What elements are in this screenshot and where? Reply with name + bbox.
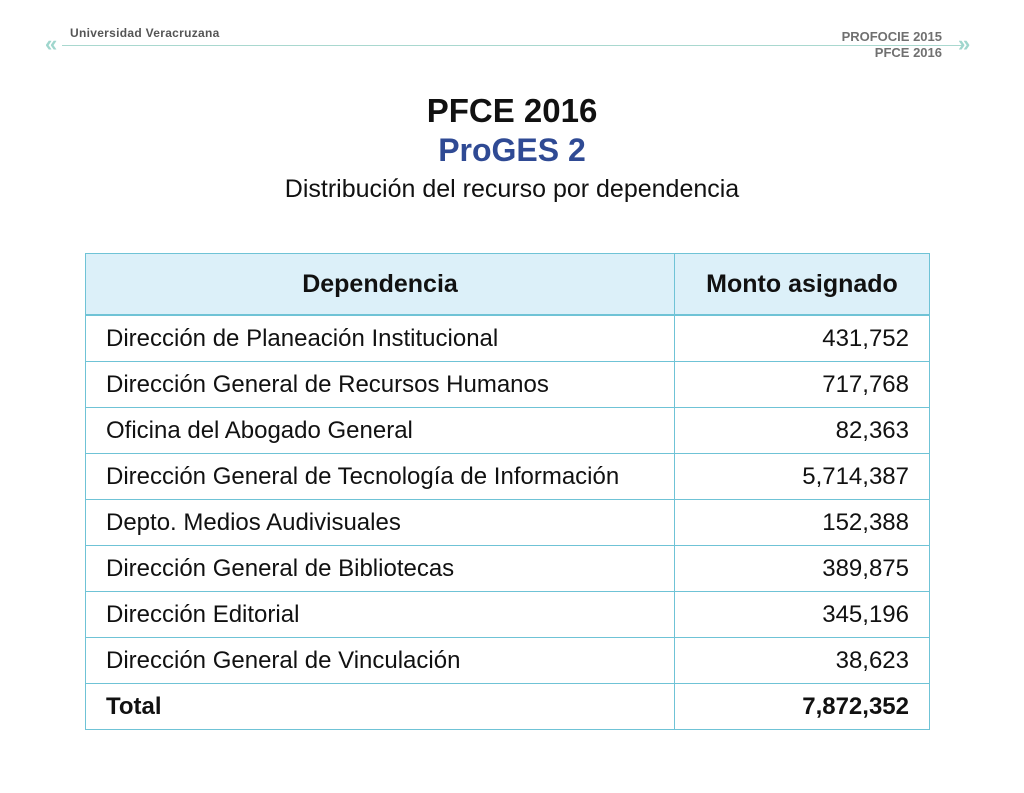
dependencia-cell: Dirección de Planeación Institucional — [86, 315, 675, 362]
title-block — [0, 92, 1024, 206]
table-row — [86, 315, 930, 362]
program-label — [842, 29, 942, 61]
table-row — [86, 454, 930, 500]
table-row — [86, 500, 930, 546]
page-caption: Distribución del recurso por dependencia — [284, 175, 740, 203]
dependencia-cell: Oficina del Abogado General — [86, 408, 675, 454]
table-row — [86, 362, 930, 408]
total-label: Total — [86, 684, 675, 730]
table-row — [86, 408, 930, 454]
total-value: 7,872,352 — [675, 684, 930, 730]
monto-cell: 82,363 — [675, 408, 930, 454]
dependencia-cell: Dirección General de Tecnología de Información — [86, 454, 675, 500]
monto-cell: 345,196 — [675, 592, 930, 638]
total-row — [86, 684, 930, 730]
page-title: PFCE 2016 — [426, 92, 598, 129]
monto-cell: 152,388 — [675, 500, 930, 546]
institution-name: Universidad Veracruzana — [70, 26, 220, 40]
table-header-row — [86, 254, 930, 316]
dependencia-cell: Dirección General de Recursos Humanos — [86, 362, 675, 408]
monto-cell: 389,875 — [675, 546, 930, 592]
dependencia-cell: Dirección General de Bibliotecas — [86, 546, 675, 592]
page-subtitle: ProGES 2 — [438, 132, 586, 168]
dependencia-cell: Dirección General de Vinculación — [86, 638, 675, 684]
dependencia-cell: Dirección Editorial — [86, 592, 675, 638]
dependencia-cell: Depto. Medios Audivisuales — [86, 500, 675, 546]
monto-cell: 38,623 — [675, 638, 930, 684]
column-header-dependencia: Dependencia — [86, 254, 675, 316]
table-row — [86, 638, 930, 684]
distribution-table — [85, 253, 930, 730]
column-header-monto: Monto asignado — [675, 254, 930, 316]
monto-cell: 5,714,387 — [675, 454, 930, 500]
header-divider — [62, 45, 962, 46]
program-line-2: PFCE 2016 — [874, 45, 942, 60]
table-row — [86, 546, 930, 592]
table-row — [86, 592, 930, 638]
page-header — [0, 0, 1024, 70]
monto-cell: 717,768 — [675, 362, 930, 408]
program-line-1: PROFOCIE 2015 — [841, 29, 942, 44]
monto-cell: 431,752 — [675, 315, 930, 362]
double-chevron-right-icon[interactable]: » — [958, 31, 971, 56]
double-chevron-left-icon[interactable]: « — [45, 31, 58, 56]
